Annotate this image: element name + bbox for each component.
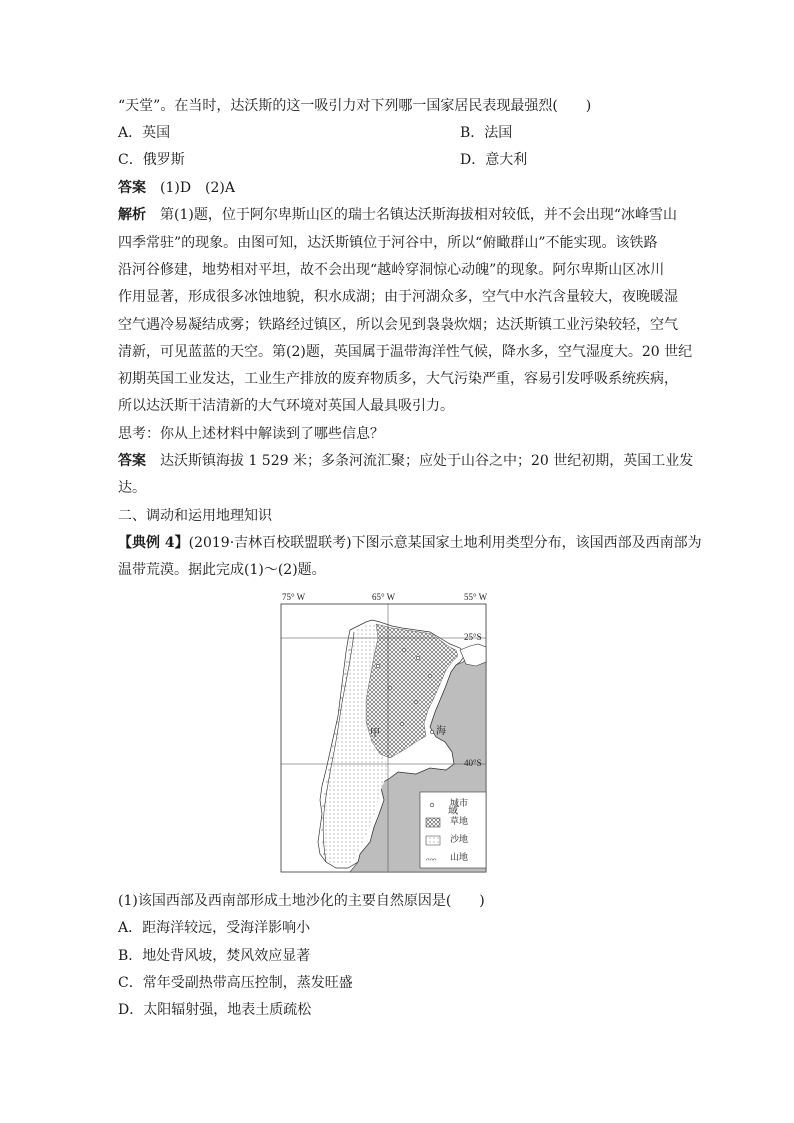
- svg-text:ᴖ: ᴖ: [342, 685, 345, 690]
- svg-text:ᴖ: ᴖ: [326, 781, 329, 786]
- answer-line: 达。: [118, 480, 146, 496]
- svg-text:ᴖ: ᴖ: [344, 673, 347, 678]
- option-a: A．距海洋较远，受海洋影响小: [118, 920, 311, 936]
- analysis-line: [118, 205, 677, 225]
- svg-text:ᴖ: ᴖ: [328, 769, 331, 774]
- answer-line: [118, 451, 693, 471]
- svg-text:ᴖ: ᴖ: [338, 709, 341, 714]
- option-c: C．常年受副热带高压控制，蒸发旺盛: [118, 975, 353, 991]
- analysis-line: 空气遇冷易凝结成雾；铁路经过镇区，所以会见到袅袅炊烟；达沃斯镇工业污染较轻，空气: [118, 317, 678, 333]
- svg-text:ᴖ: ᴖ: [340, 697, 343, 702]
- land-use-map: [280, 592, 496, 874]
- svg-text:ᴖ: ᴖ: [321, 817, 324, 822]
- option-a: A．英国: [118, 125, 171, 141]
- svg-text:ᴖ: ᴖ: [330, 757, 333, 762]
- example-text: (2019·吉林百校联盟联考)下图示意某国家土地利用类型分布，该国西部及西南部为: [188, 535, 702, 551]
- legend-label-sand: 沙地: [450, 834, 469, 844]
- lat-label-25s: 25°S: [464, 632, 482, 642]
- svg-text:ᴖ: ᴖ: [322, 841, 325, 846]
- answer-text: 达沃斯镇海拔 1 529 米；多条河流汇聚；应处于山谷之中；20 世纪初期，英国工业发: [160, 453, 694, 469]
- answer-label: 答案: [118, 180, 146, 196]
- question-stem: (1)该国西部及西南部形成土地沙化的主要自然原因是( ): [118, 893, 485, 909]
- svg-text:ᴖ: ᴖ: [321, 829, 324, 834]
- sea-label-yu: 域: [448, 806, 458, 817]
- answer-label: 答案: [118, 453, 146, 469]
- svg-text:ᴖ: ᴖ: [324, 793, 327, 798]
- answer-line: [118, 178, 235, 198]
- lon-label-65w: 65° W: [372, 592, 396, 602]
- lon-label-55w: 55° W: [464, 592, 488, 602]
- sea-label-hai: 海: [436, 726, 446, 737]
- think-question: 思考：你从上述材料中解读到了哪些信息？: [118, 426, 384, 442]
- option-d: D．意大利: [460, 152, 528, 168]
- analysis-line: 所以达沃斯干洁清新的大气环境对英国人最具吸引力。: [118, 398, 454, 414]
- svg-text:ᴖ: ᴖ: [332, 745, 335, 750]
- analysis-label: 解析: [118, 207, 146, 223]
- option-row: [118, 123, 513, 143]
- option-b: B．地处背风坡，焚风效应显著: [118, 948, 311, 964]
- legend-label-mountain: 山地: [450, 852, 469, 862]
- svg-text:ᴖ: ᴖ: [322, 805, 325, 810]
- example-label: 【典例 4】: [118, 535, 189, 551]
- option-b: B．法国: [460, 125, 513, 141]
- legend-city-symbol: [430, 803, 434, 807]
- svg-text:ᴖ: ᴖ: [336, 721, 339, 726]
- svg-text:ᴖ: ᴖ: [323, 853, 326, 858]
- analysis-line: 沿河谷修建，地势相对平坦，故不会出现“越岭穿洞惊心动魄”的现象。阿尔卑斯山区冰川: [118, 262, 665, 278]
- legend-grass-symbol: [426, 818, 440, 827]
- option-row: [118, 150, 528, 170]
- option-c: C．俄罗斯: [118, 152, 185, 168]
- analysis-line: 作用显著，形成很多冰蚀地貌，积水成湖；由于河湖众多，空气中水汽含量较大，夜晚暖湿: [118, 289, 678, 305]
- analysis-line: 清新，可见蓝蓝的天空。第(2)题，英国属于温带海洋性气候，降水多，空气湿度大。20 世纪: [118, 344, 693, 360]
- example-line: 温带荒漠。据此完成(1)～(2)题。: [118, 562, 326, 578]
- analysis-line: 四季常驻”的现象。由图可知，达沃斯镇位于河谷中，所以“俯瞰群山”不能实现。该铁路: [118, 235, 658, 251]
- option-d: D．太阳辐射强，地表土质疏松: [118, 1002, 312, 1018]
- svg-text:ᴖ: ᴖ: [348, 649, 351, 654]
- legend-sand-symbol: [426, 836, 440, 845]
- example-line: [118, 533, 702, 553]
- legend-mountain-symbol: ᴖᴖᴖ: [426, 856, 437, 864]
- analysis-text: 第(1)题，位于阿尔卑斯山区的瑞士名镇达沃斯海拔相对较低，并不会出现“冰峰雪山: [160, 207, 677, 223]
- lat-label-40s: 40°S: [464, 758, 482, 768]
- legend-label-city: 城市: [450, 798, 469, 808]
- analysis-line: 初期英国工业发达，工业生产排放的废弃物质多，大气污染严重，容易引发呼吸系统疾病，: [118, 371, 678, 387]
- svg-text:ᴖ: ᴖ: [350, 637, 353, 642]
- answer-text: (1)D (2)A: [160, 180, 235, 196]
- legend-label-grassland: 草地: [450, 816, 469, 826]
- svg-text:ᴖ: ᴖ: [334, 733, 337, 738]
- svg-text:ᴖ: ᴖ: [346, 661, 349, 666]
- lon-label-75w: 75° W: [282, 592, 306, 602]
- question-stem-tail: “天堂”。在当时，达沃斯的这一吸引力对下列哪一国家居民表现最强烈( ): [118, 98, 592, 114]
- region-label-jia: 甲: [370, 728, 380, 739]
- section-title: 二、调动和运用地理知识: [118, 508, 272, 524]
